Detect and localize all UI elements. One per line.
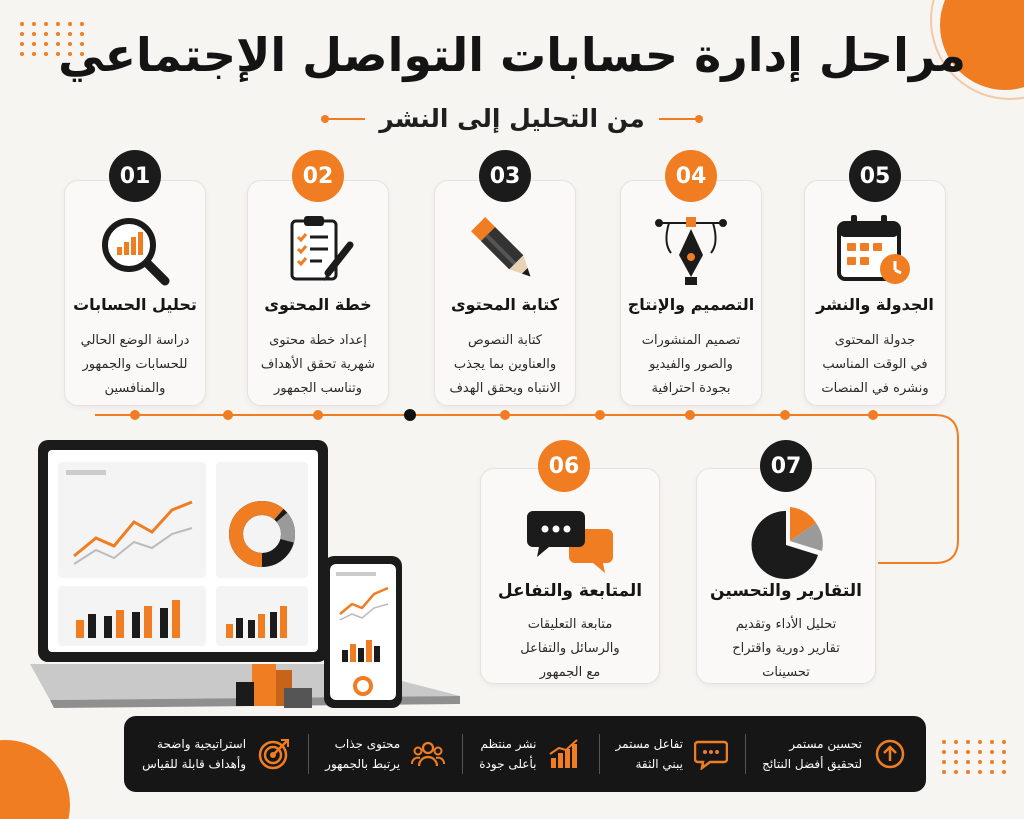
feature-text: تحسين مستمر لتحقيق أفضل النتائج — [762, 737, 862, 771]
step-card-05 — [804, 180, 946, 406]
timeline-dot — [780, 410, 790, 420]
feature-item — [616, 734, 729, 774]
step-number-badge: 04 — [665, 150, 717, 202]
divider — [462, 734, 463, 774]
feature-item — [142, 734, 292, 774]
step-card-06 — [480, 468, 660, 684]
pie-chart-icon — [697, 505, 875, 581]
step-number-badge: 06 — [538, 440, 590, 492]
step-card-02 — [247, 180, 389, 406]
calendar-clock-icon — [805, 211, 945, 287]
clipboard-checklist-icon — [248, 211, 388, 287]
step-title: كتابة المحتوى — [450, 295, 560, 314]
step-card-04 — [620, 180, 762, 406]
step-description: تحليل الأداء وتقديم تقارير دورية واقتراح تحسينات — [732, 617, 840, 680]
timeline-dot — [130, 410, 140, 420]
feature-item — [479, 734, 582, 774]
pencil-icon — [435, 211, 575, 287]
step-description: إعداد خطة محتوى شهرية تحقق الأهداف وتناسب الجمهور — [260, 333, 376, 396]
step-card-01 — [64, 180, 206, 406]
step-title: الجدولة والنشر — [816, 295, 934, 314]
timeline-dot — [868, 410, 878, 420]
step-card-03 — [434, 180, 576, 406]
step-number-badge: 01 — [109, 150, 161, 202]
features-bar — [124, 716, 926, 792]
step-description: تصميم المنشورات والصور والفيديو بجودة احترافية — [641, 333, 741, 396]
chat-dots-icon — [693, 736, 729, 772]
timeline-dot — [223, 410, 233, 420]
chat-bubbles-icon — [481, 505, 659, 581]
arrow-up-circle-icon — [872, 736, 908, 772]
feature-text: نشر منتظم بأعلى جودة — [479, 737, 537, 771]
pen-tool-icon — [621, 211, 761, 287]
step-title: تحليل الحسابات — [73, 295, 197, 314]
step-description: جدولة المحتوى في الوقت المناسب ونشره في المنصات — [821, 333, 929, 396]
audience-icon — [410, 736, 446, 772]
timeline-dot — [500, 410, 510, 420]
feature-item — [325, 734, 446, 774]
divider — [745, 734, 746, 774]
target-icon — [256, 736, 292, 772]
step-number-badge: 07 — [760, 440, 812, 492]
feature-text: محتوى جذاب يرتبط بالجمهور — [325, 737, 401, 771]
magnifier-chart-icon — [65, 211, 205, 287]
timeline-dot-center — [404, 409, 416, 421]
step-description: دراسة الوضع الحالي للحسابات والجمهور والمنافسين — [80, 333, 190, 396]
timeline-dot — [313, 410, 323, 420]
divider — [308, 734, 309, 774]
step-title: التقارير والتحسين — [710, 581, 862, 601]
feature-item — [762, 734, 908, 774]
growth-bars-icon — [546, 736, 582, 772]
step-card-07 — [696, 468, 876, 684]
step-number-badge: 03 — [479, 150, 531, 202]
laptop-dashboard-illustration — [30, 438, 470, 720]
step-title: المتابعة والتفاعل — [497, 581, 643, 601]
step-title: التصميم والإنتاج — [627, 295, 755, 314]
page-subtitle: من التحليل إلى النشر — [379, 104, 645, 133]
timeline-dot — [685, 410, 695, 420]
timeline-dot — [595, 410, 605, 420]
step-number-badge: 02 — [292, 150, 344, 202]
divider — [599, 734, 600, 774]
step-description: متابعة التعليقات والرسائل والتفاعل مع الجمهور — [520, 617, 620, 680]
feature-text: تفاعل مستمر يبني الثقة — [615, 737, 683, 771]
feature-text: استراتيجية واضحة وأهداف قابلة للقياس — [142, 737, 247, 771]
step-number-badge: 05 — [849, 150, 901, 202]
page-title: مراحل إدارة حسابات التواصل الإجتماعي — [58, 28, 966, 82]
step-description: كتابة النصوص والعناوين بما يجذب الانتباه ويحقق الهدف — [449, 333, 561, 396]
step-title: خطة المحتوى — [264, 295, 372, 314]
